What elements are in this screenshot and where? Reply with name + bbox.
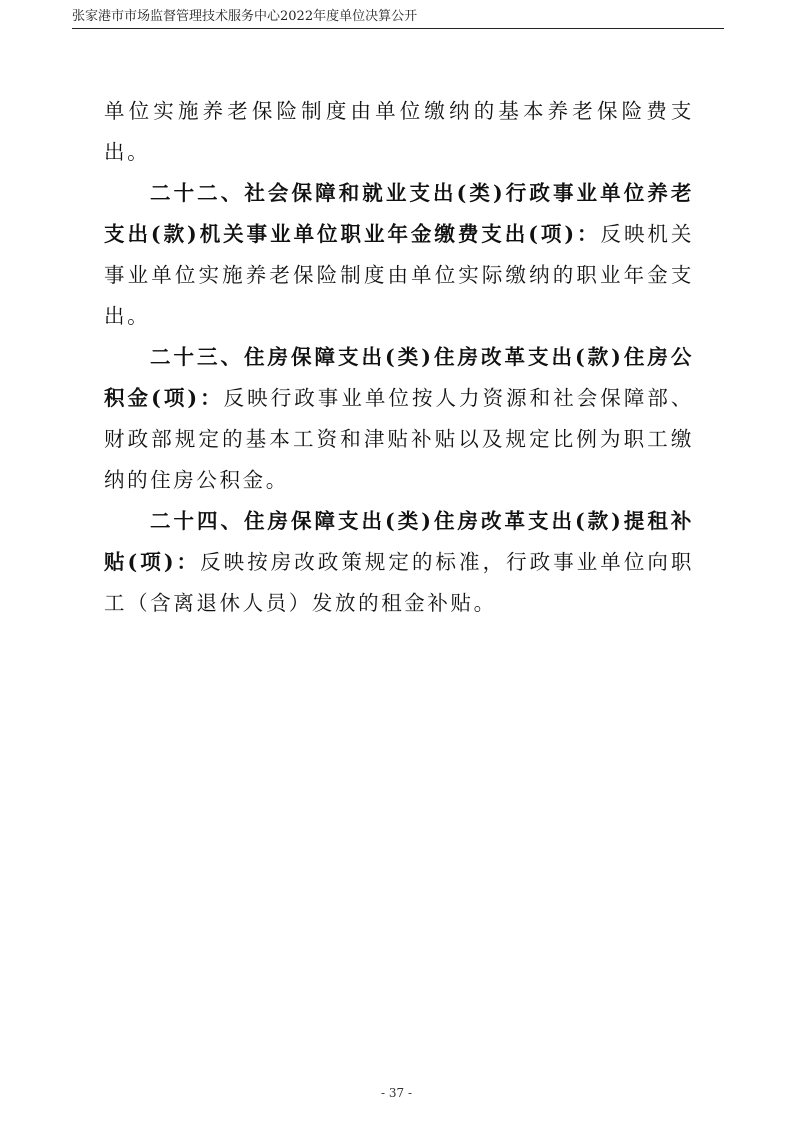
paragraph-continuation — [104, 91, 694, 173]
paragraph-heading: 二十三、住房保障支出(类)住房改革支出(款)住房公积金(项)： — [104, 345, 694, 410]
paragraph-item-23 — [104, 337, 694, 501]
header-title: 张家港市市场监督管理技术服务中心2022年度单位决算公开 — [72, 9, 418, 24]
paragraph-body: 单位实施养老保险制度由单位缴纳的基本养老保险费支出。 — [104, 99, 694, 164]
paragraph-item-24 — [104, 501, 694, 624]
page-number: - 37 - — [380, 1086, 412, 1100]
paragraph-heading: 二十四、住房保障支出(类)住房改革支出(款)提租补贴(项)： — [104, 509, 694, 574]
paragraph-body: 反映机关事业单位实施养老保险制度由单位实际缴纳的职业年金支出。 — [104, 222, 694, 328]
paragraph-item-22 — [104, 173, 694, 337]
page-header — [72, 4, 724, 29]
paragraph-body: 反映按房改政策规定的标准，行政事业单位向职工（含离退休人员）发放的租金补贴。 — [104, 550, 694, 615]
document-body — [104, 91, 694, 624]
paragraph-heading: 二十二、社会保障和就业支出(类)行政事业单位养老支出(款)机关事业单位职业年金缴费支出(项)： — [104, 181, 694, 246]
paragraph-body: 反映行政事业单位按人力资源和社会保障部、财政部规定的基本工资和津贴补贴以及规定比例为职工缴纳的住房公积金。 — [104, 386, 694, 492]
